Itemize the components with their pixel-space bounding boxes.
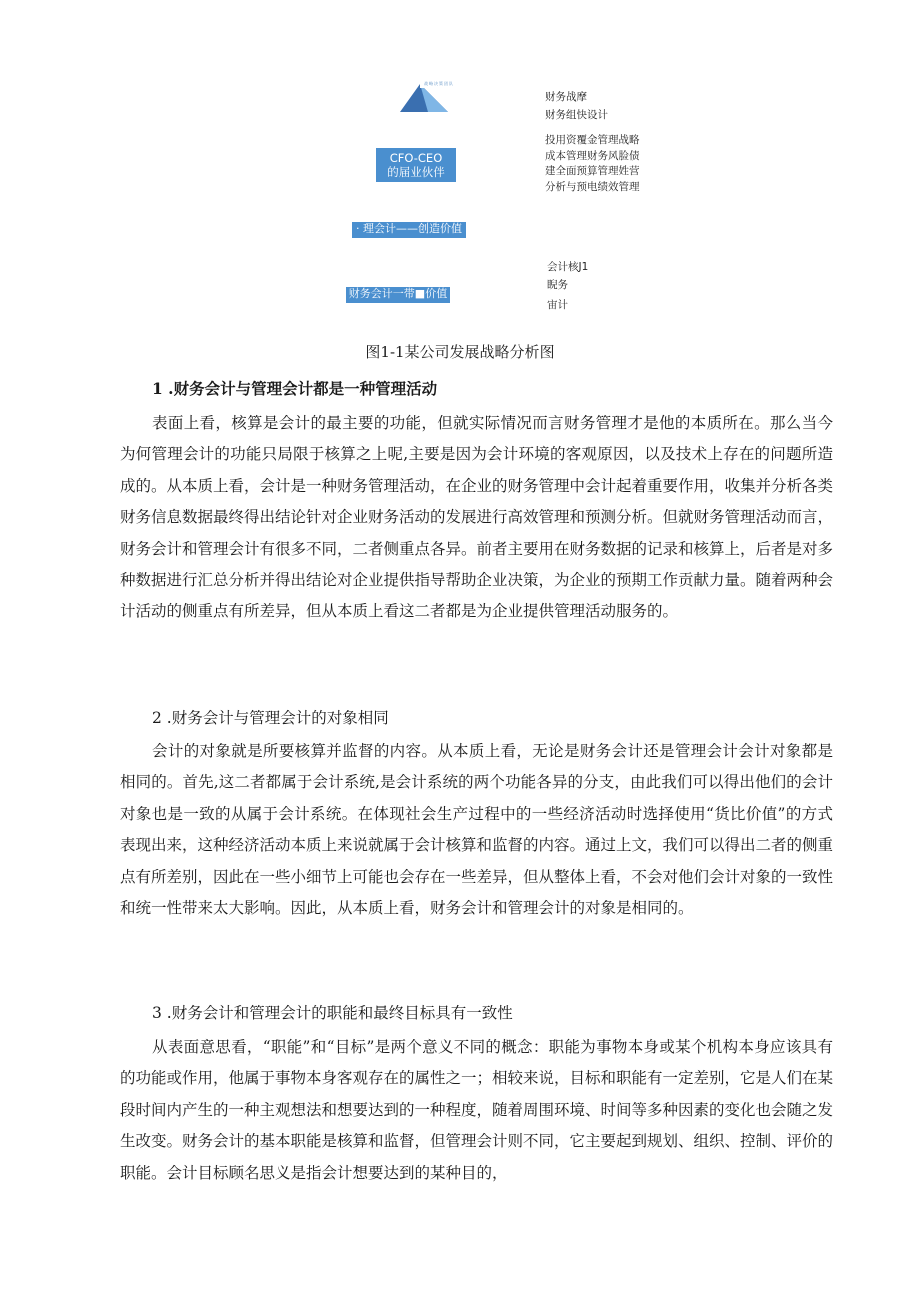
section-1-heading: 1 .财务会计与管理会计都是一种管理活动 bbox=[152, 379, 438, 398]
figure-caption: 图1-1某公司发展战略分析图 bbox=[365, 343, 555, 361]
logo-label: 战略决策团队 bbox=[424, 81, 454, 86]
logo-triangle-icon bbox=[398, 78, 454, 114]
management-accounting-box: · 理会计——创造价值 bbox=[352, 222, 466, 238]
section-3-body: 从表面意思看，“职能”和“目标”是两个意义不同的概念：职能为事物本身或某个机构本身应该具有的功能或作用，他属于事物本身客观存在的属性之一；相较来说，目标和职能有一定差别，它是人们在某段时间内产生的一种主观想法和想要达到的一种程度，随着周围环境、时间等多种因素的变化也会随之发生改变。财务会计的基本职能是核算和监督，但管理会计则不同，它主要起到规划、组织、控制、评价的职能。会计目标顾名思义是指会计想要达到的某种目的， bbox=[120, 1038, 834, 1182]
strategy-figure bbox=[340, 70, 660, 320]
section-1-body: 表面上看，核算是会计的最主要的功能，但就实际情况而言财务管理才是他的本质所在。那么当今为何管理会计的功能只局限于核算之上呢,主要是因为会计环境的客观原因，以及技术上存在的问题所造成的。从本质上看，会计是一种财务管理活动，在企业的财务管理中会计起着重要作用，收集并分析各类财务信息数据最终得出结论针对企业财务活动的发展进行高效管理和预测分析。但就财务管理活动而言，财务会计和管理会计有很多不同，二者侧重点各异。前者主要用在财务数据的记录和核算上，后者是对多种数据进行汇总分析并得出结论对企业提供指导帮助企业决策，为企业的预期工作贡献力量。随着两种会计活动的侧重点有所差异，但从本质上看这二者都是为企业提供管理活动服务的。 bbox=[120, 414, 834, 621]
cfo-ceo-subtitle: 的届业伙伴 bbox=[387, 165, 445, 179]
section-2-heading: 2 .财务会计与管理会计的对象相同 bbox=[152, 709, 389, 727]
accounting-label: 会计核J1 bbox=[547, 261, 589, 273]
audit-label: 宙计 bbox=[547, 299, 568, 310]
section-3-heading: 3 .财务会计和管理会计的职能和最终目标具有一致性 bbox=[152, 1004, 513, 1022]
strategy-label: 财务战摩 bbox=[545, 91, 587, 103]
cfo-ceo-title: CFO-CEO bbox=[389, 151, 443, 165]
cfo-ceo-box bbox=[376, 148, 456, 182]
management-functions-list: 投用资覆金管理战略成本管理财务风脸债建全面预算管理姓营分析与预电绩效管理 bbox=[545, 134, 640, 193]
financial-accounting-box: 财务会计一带■价值 bbox=[346, 287, 450, 303]
tax-label: 睨务 bbox=[547, 279, 568, 291]
section-2-body: 会计的对象就是所要核算并监督的内容。从本质上看，无论是财务会计还是管理会计会计对象都是相同的。首先,这二者都属于会计系统,是会计系统的两个功能各异的分支，由此我们可以得出他们的会计对象也是一致的从属于会计系统。在体现社会生产过程中的一些经济活动时选择使用“货比价值”的方式表现出来，这种经济活动本质上来说就属于会计核算和监督的内容。通过上文，我们可以得出二者的侧重点有所差别，因此在一些小细节上可能也会存在一些差异，但从整体上看，不会对他们会计对象的一致性和统一性带来太大影响。因此，从本质上看，财务会计和管理会计的对象是相同的。 bbox=[120, 742, 834, 918]
org-design-label: 财务组快设计 bbox=[545, 109, 608, 121]
